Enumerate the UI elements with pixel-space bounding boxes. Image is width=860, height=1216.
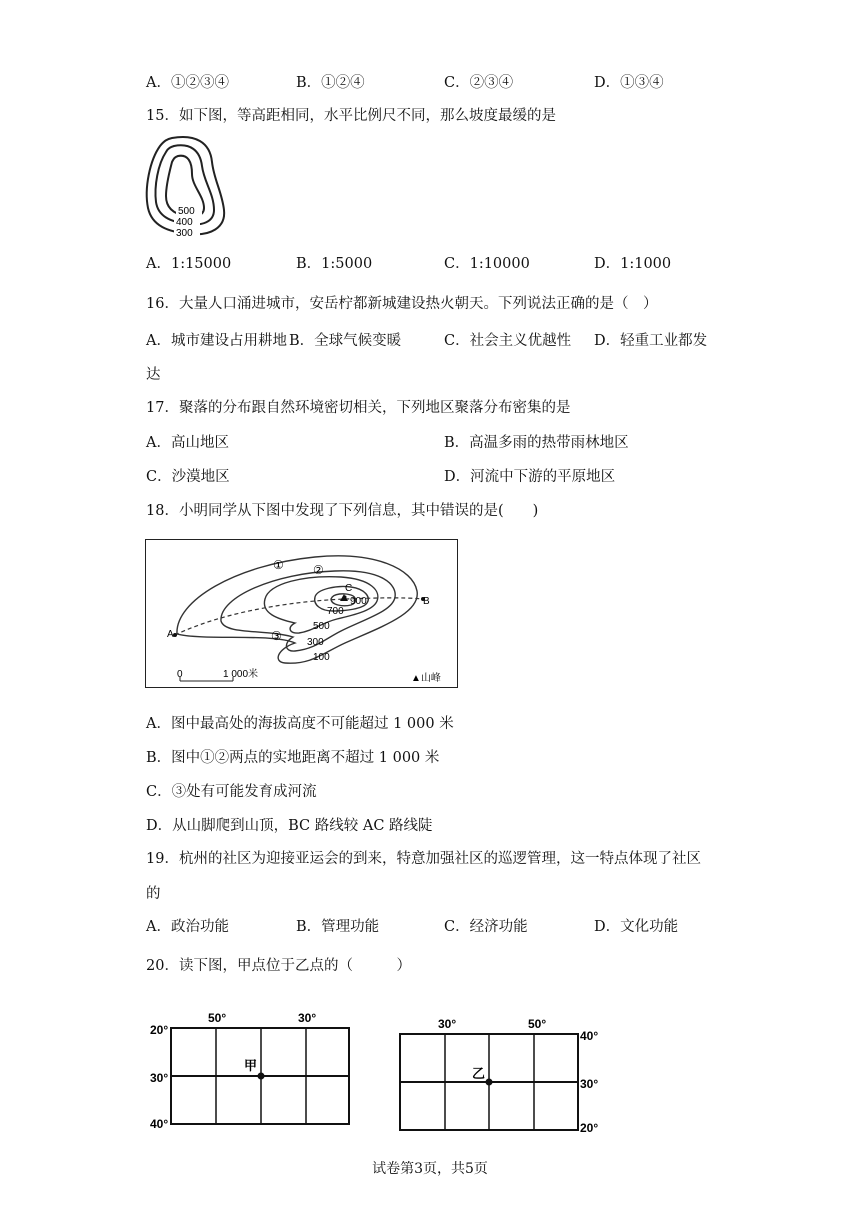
contour-label-500: 500: [313, 621, 330, 632]
point-jia-dot: [258, 1073, 265, 1080]
map-point-b: B: [423, 596, 430, 607]
q16-option-d: D．轻重工业都发: [594, 333, 708, 349]
q17-option-b: B．高温多雨的热带雨林地区: [444, 435, 629, 451]
q14-option-c: C．②③④: [444, 75, 514, 91]
q19-option-c: C．经济功能: [444, 919, 528, 935]
q19-stem-wrap: 的: [146, 886, 161, 902]
right-side-label-2: 30°: [580, 1077, 599, 1091]
q14-option-d: D．①③④: [594, 75, 664, 91]
right-top-label-1: 30°: [438, 1017, 457, 1031]
q15-option-c: C．1:10000: [444, 256, 530, 272]
map-point-2: ②: [313, 563, 324, 577]
q17-option-a: A．高山地区: [146, 435, 229, 451]
q19-option-d: D．文化功能: [594, 919, 679, 935]
scale-zero: 0: [177, 669, 183, 680]
q20-right-grid: [396, 1010, 610, 1134]
left-top-label-2: 30°: [298, 1011, 317, 1025]
q14-option-b: B．①②④: [296, 75, 365, 91]
left-side-label-1: 20°: [150, 1023, 169, 1037]
contour-label-100: 100: [313, 652, 330, 663]
point-jia-label: 甲: [244, 1058, 258, 1073]
q17-option-c: C．沙漠地区: [146, 469, 230, 485]
q18-stem: 18．小明同学从下图中发现了下列信息，其中错误的是( ): [146, 503, 539, 519]
left-side-label-2: 30°: [150, 1071, 169, 1085]
q15-contour-figure: [140, 130, 240, 242]
contour-label-900: 900: [350, 596, 367, 607]
q15-contour-label-500: 500: [178, 206, 195, 217]
q18-contour-map: [145, 539, 458, 688]
right-side-label-1: 40°: [580, 1029, 599, 1043]
right-top-label-2: 50°: [528, 1017, 547, 1031]
q18-option-d: D．从山脚爬到山顶，BC 路线较 AC 路线陡: [146, 818, 433, 834]
map-point-1: ①: [273, 558, 284, 572]
q18-option-b: B．图中①②两点的实地距离不超过 1 000 米: [146, 750, 440, 766]
q19-stem: 19．杭州的社区为迎接亚运会的到来，特意加强社区的巡逻管理，这一特点体现了社区: [146, 851, 701, 867]
q15-stem: 15．如下图，等高距相同，水平比例尺不同，那么坡度最缓的是: [146, 108, 556, 124]
q16-option-b: B．全球气候变暖: [289, 333, 402, 349]
scale-label: 1 000米: [223, 669, 259, 680]
q16-option-a: A．城市建设占用耕地: [146, 333, 287, 349]
q15-option-b: B．1:5000: [296, 256, 373, 272]
q17-option-d: D．河流中下游的平原地区: [444, 469, 616, 485]
q15-option-a: A．1:15000: [146, 256, 232, 272]
q16-option-c: C．社会主义优越性: [444, 333, 572, 349]
contour-label-700: 700: [327, 606, 344, 617]
q16-option-d-wrap: 达: [146, 367, 161, 383]
right-side-label-3: 20°: [580, 1121, 599, 1134]
q20-stem: 20．读下图，甲点位于乙点的（ ）: [146, 958, 411, 974]
point-yi-dot: [486, 1079, 493, 1086]
q15-contour-label-300: 300: [176, 228, 193, 239]
q15-contour-label-400: 400: [176, 217, 193, 228]
page-footer: 试卷第3页，共5页: [372, 1161, 488, 1177]
q18-option-a: A．图中最高处的海拔高度不可能超过 1 000 米: [146, 716, 454, 732]
map-point-a: A: [167, 629, 174, 640]
q15-option-d: D．1:1000: [594, 256, 672, 272]
left-side-label-3: 40°: [150, 1117, 169, 1131]
q16-stem: 16．大量人口涌进城市，安岳柠都新城建设热火朝天。下列说法正确的是（ ）: [146, 296, 658, 312]
q17-stem: 17．聚落的分布跟自然环境密切相关，下列地区聚落分布密集的是: [146, 400, 571, 416]
contour-label-300: 300: [307, 637, 324, 648]
map-point-c: C: [345, 583, 353, 594]
left-top-label-1: 50°: [208, 1011, 227, 1025]
q19-option-a: A．政治功能: [146, 919, 229, 935]
q18-option-c: C．③处有可能发育成河流: [146, 784, 317, 800]
q20-left-grid: [146, 1002, 356, 1134]
q14-option-a: A．①②③④: [146, 75, 229, 91]
map-legend: ▲山峰: [411, 673, 441, 684]
q19-option-b: B．管理功能: [296, 919, 380, 935]
map-point-3: ③: [271, 629, 282, 643]
point-yi-label: 乙: [472, 1066, 486, 1081]
